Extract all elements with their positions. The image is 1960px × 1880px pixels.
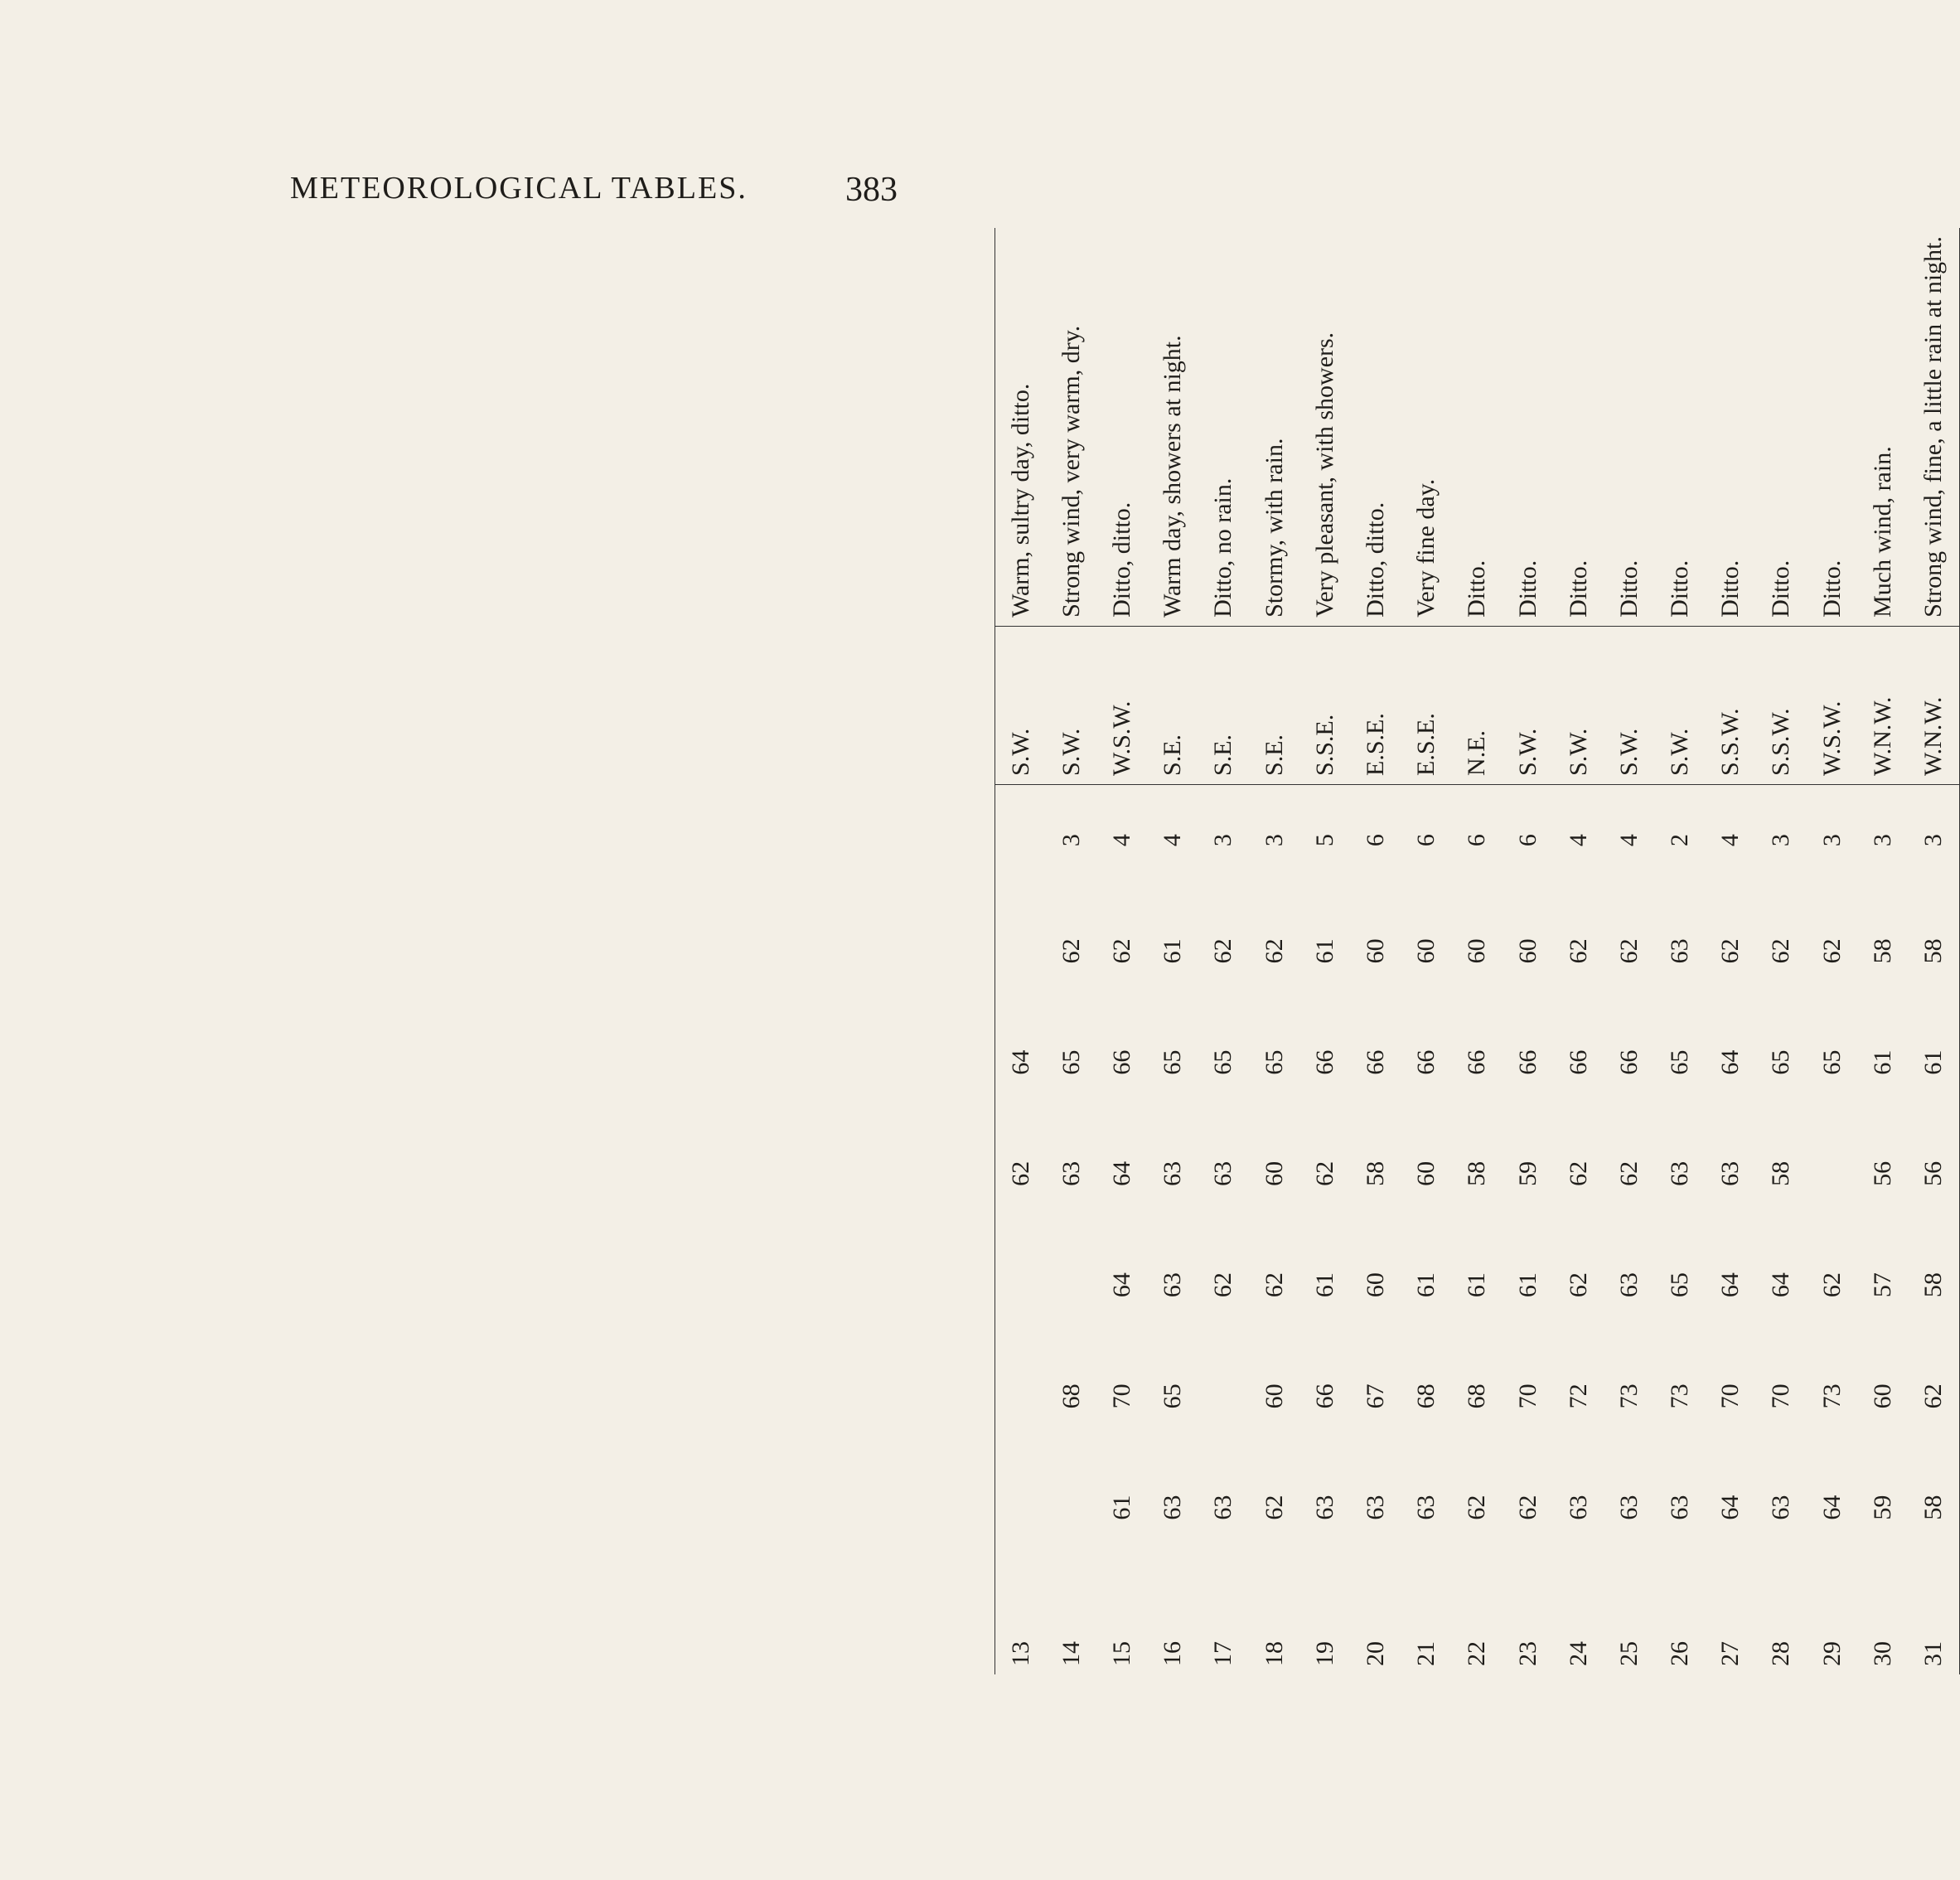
- reading-cell-6: 62: [1767, 938, 1795, 964]
- reading-cell-7: 4: [1716, 834, 1745, 847]
- reading-cell-3: 64: [1108, 1272, 1136, 1298]
- wind-cell: W.N.W.: [1908, 626, 1959, 784]
- reading-cell-3: 62: [1817, 1272, 1846, 1298]
- table-row: [1452, 228, 1503, 1674]
- reading-cell-4: 63: [1057, 1160, 1085, 1186]
- reading-cell-1: 58: [1908, 1452, 1959, 1563]
- reading-cell-7: 5: [1310, 834, 1338, 847]
- table-row: [1807, 228, 1857, 1674]
- wind-cell: W.S.W.: [1807, 626, 1857, 784]
- reading-cell-5: 65: [1260, 1049, 1288, 1075]
- reading-cell-4: 63: [1159, 1160, 1187, 1186]
- reading-cell-6: 62: [1614, 938, 1643, 964]
- reading-cell-2: 65: [1159, 1383, 1187, 1409]
- remarks-cell: Very pleasant, with showers.: [1299, 228, 1350, 626]
- reading-cell-7: [995, 784, 1047, 895]
- reading-cell-5: 65: [1159, 1049, 1187, 1075]
- reading-cell-3: [995, 1229, 1047, 1340]
- reading-cell-1: 62: [1260, 1495, 1288, 1520]
- day-cell: 15: [1108, 1641, 1136, 1666]
- day-cell: 25: [1614, 1641, 1643, 1666]
- table-row: [1046, 228, 1096, 1674]
- wind-cell: N.E.: [1452, 626, 1503, 784]
- reading-cell-3: 60: [1361, 1272, 1389, 1298]
- rotated-table-wrapper: [995, 228, 1960, 1674]
- wind-cell: S.W.: [1503, 626, 1553, 784]
- remarks-cell: Ditto.: [1706, 228, 1756, 626]
- table-row: [1553, 228, 1604, 1674]
- day-cell: 27: [1716, 1641, 1745, 1666]
- remarks-cell: Much wind, rain.: [1857, 228, 1908, 626]
- reading-cell-1: 63: [1412, 1495, 1440, 1520]
- reading-cell-2: 60: [1868, 1383, 1896, 1409]
- reading-cell-5: 65: [1817, 1049, 1846, 1075]
- reading-cell-3: 64: [1716, 1272, 1745, 1298]
- remarks-cell: Ditto, no rain.: [1198, 228, 1249, 626]
- day-cell: 19: [1310, 1641, 1338, 1666]
- reading-cell-3: 61: [1412, 1272, 1440, 1298]
- reading-cell-2: 73: [1817, 1383, 1846, 1409]
- table-row: [1857, 228, 1908, 1674]
- reading-cell-5: 66: [1361, 1049, 1389, 1075]
- reading-cell-1: 63: [1310, 1495, 1338, 1520]
- reading-cell-4: 56: [1908, 1118, 1959, 1229]
- reading-cell-2: 66: [1310, 1383, 1338, 1409]
- reading-cell-5: 61: [1908, 1007, 1959, 1118]
- table-row: [1249, 228, 1299, 1674]
- wind-cell: S.W.: [1604, 626, 1654, 784]
- reading-cell-4: 58: [1361, 1160, 1389, 1186]
- reading-cell-6: 62: [1057, 938, 1085, 964]
- reading-cell-3: 61: [1463, 1272, 1491, 1298]
- reading-cell-4: 58: [1463, 1160, 1491, 1186]
- table-row: [1401, 228, 1452, 1674]
- reading-cell-4: 62: [1614, 1160, 1643, 1186]
- reading-cell-3: 64: [1767, 1272, 1795, 1298]
- reading-cell-2: 60: [1260, 1383, 1288, 1409]
- remarks-cell: Ditto.: [1756, 228, 1807, 626]
- reading-cell-5: 61: [1868, 1049, 1896, 1075]
- reading-cell-3: 63: [1614, 1272, 1643, 1298]
- reading-cell-4: 64: [1108, 1160, 1136, 1186]
- reading-cell-1: 63: [1666, 1495, 1694, 1520]
- reading-cell-6: 58: [1868, 938, 1896, 964]
- reading-cell-4: 63: [1716, 1160, 1745, 1186]
- reading-cell-5: 66: [1310, 1049, 1338, 1075]
- wind-cell: S.S.E.: [1299, 626, 1350, 784]
- table-row: [1908, 228, 1959, 1674]
- reading-cell-3: 58: [1908, 1229, 1959, 1340]
- reading-cell-5: 65: [1057, 1049, 1085, 1075]
- reading-cell-5: 64: [995, 1007, 1047, 1118]
- table-row: [1350, 228, 1401, 1674]
- remarks-cell: Ditto.: [1604, 228, 1654, 626]
- reading-cell-5: 65: [1209, 1049, 1237, 1075]
- reading-cell-3: 62: [1209, 1272, 1237, 1298]
- reading-cell-6: [995, 895, 1047, 1006]
- reading-cell-1: 63: [1564, 1495, 1592, 1520]
- reading-cell-3: 65: [1666, 1272, 1694, 1298]
- remarks-cell: Stormy, with rain.: [1249, 228, 1299, 626]
- reading-cell-4: 58: [1767, 1160, 1795, 1186]
- reading-cell-2: 70: [1108, 1383, 1136, 1409]
- reading-cell-1: 62: [1463, 1495, 1491, 1520]
- reading-cell-6: 60: [1463, 938, 1491, 964]
- reading-cell-6: 61: [1310, 938, 1338, 964]
- reading-cell-2: 70: [1716, 1383, 1745, 1409]
- remarks-cell: Ditto, ditto.: [1350, 228, 1401, 626]
- wind-cell: E.S.E.: [1350, 626, 1401, 784]
- reading-cell-1: 63: [1614, 1495, 1643, 1520]
- reading-cell-3: [1046, 1229, 1096, 1340]
- reading-cell-7: 4: [1159, 834, 1187, 847]
- table-row: [995, 228, 1047, 1674]
- reading-cell-2: 73: [1666, 1383, 1694, 1409]
- reading-cell-4: 63: [1666, 1160, 1694, 1186]
- day-cell: 28: [1767, 1641, 1795, 1666]
- reading-cell-1: 63: [1159, 1495, 1187, 1520]
- day-cell: 22: [1463, 1641, 1491, 1666]
- reading-cell-5: 66: [1412, 1049, 1440, 1075]
- reading-cell-2: 73: [1614, 1383, 1643, 1409]
- reading-cell-2: 68: [1463, 1383, 1491, 1409]
- reading-cell-5: 66: [1614, 1049, 1643, 1075]
- table-row: [1503, 228, 1553, 1674]
- reading-cell-4: 60: [1412, 1160, 1440, 1186]
- remarks-cell: Ditto.: [1807, 228, 1857, 626]
- reading-cell-7: 3: [1057, 834, 1085, 847]
- reading-cell-3: 62: [1260, 1272, 1288, 1298]
- reading-cell-5: 64: [1716, 1049, 1745, 1075]
- reading-cell-7: 3: [1260, 834, 1288, 847]
- reading-cell-6: 62: [1209, 938, 1237, 964]
- reading-cell-6: 62: [1817, 938, 1846, 964]
- reading-cell-4: [1807, 1118, 1857, 1229]
- reading-cell-7: 6: [1412, 834, 1440, 847]
- table-row: [1299, 228, 1350, 1674]
- reading-cell-6: 62: [1564, 938, 1592, 964]
- day-cell: 16: [1159, 1641, 1187, 1666]
- wind-cell: S.E.: [1249, 626, 1299, 784]
- reading-cell-7: 3: [1817, 834, 1846, 847]
- reading-cell-6: 58: [1908, 895, 1959, 1006]
- reading-cell-6: 60: [1412, 938, 1440, 964]
- reading-cell-1: [995, 1452, 1047, 1563]
- table-row: [1198, 228, 1249, 1674]
- wind-cell: S.W.: [995, 626, 1047, 784]
- reading-cell-7: 4: [1614, 834, 1643, 847]
- reading-cell-3: 62: [1564, 1272, 1592, 1298]
- reading-cell-7: 3: [1209, 834, 1237, 847]
- reading-cell-2: 72: [1564, 1383, 1592, 1409]
- reading-cell-7: 6: [1361, 834, 1389, 847]
- reading-cell-1: 64: [1716, 1495, 1745, 1520]
- wind-cell: S.W.: [1655, 626, 1706, 784]
- page-number: 383: [845, 171, 898, 209]
- reading-cell-1: 62: [1513, 1495, 1541, 1520]
- day-cell: 13: [995, 1563, 1047, 1674]
- meteorological-table: [995, 228, 1960, 1674]
- reading-cell-6: 60: [1361, 938, 1389, 964]
- reading-cell-2: 67: [1361, 1383, 1389, 1409]
- day-cell: 18: [1260, 1641, 1288, 1666]
- reading-cell-7: 4: [1564, 834, 1592, 847]
- table-row: [1756, 228, 1807, 1674]
- remarks-cell: Strong wind, very warm, dry.: [1046, 228, 1096, 626]
- reading-cell-4: 62: [1310, 1160, 1338, 1186]
- table-row: [1706, 228, 1756, 1674]
- reading-cell-7: 6: [1513, 834, 1541, 847]
- reading-cell-6: 62: [1108, 938, 1136, 964]
- reading-cell-7: 3: [1868, 834, 1896, 847]
- wind-cell: W.S.W.: [1096, 626, 1147, 784]
- day-cell: 14: [1057, 1641, 1085, 1666]
- reading-cell-2: 68: [1057, 1383, 1085, 1409]
- reading-cell-4: 60: [1260, 1160, 1288, 1186]
- reading-cell-1: [1046, 1452, 1096, 1563]
- day-cell: 24: [1564, 1641, 1592, 1666]
- reading-cell-5: 65: [1666, 1049, 1694, 1075]
- table-row: [1604, 228, 1654, 1674]
- reading-cell-2: 62: [1908, 1340, 1959, 1451]
- reading-cell-1: 63: [1767, 1495, 1795, 1520]
- reading-cell-6: 60: [1513, 938, 1541, 964]
- reading-cell-6: 62: [1260, 938, 1288, 964]
- table-row: [1655, 228, 1706, 1674]
- reading-cell-1: 59: [1868, 1495, 1896, 1520]
- reading-cell-5: 66: [1564, 1049, 1592, 1075]
- reading-cell-1: 63: [1361, 1495, 1389, 1520]
- reading-cell-2: 70: [1767, 1383, 1795, 1409]
- wind-cell: S.W.: [1046, 626, 1096, 784]
- day-cell: 30: [1868, 1641, 1896, 1666]
- day-cell: 20: [1361, 1641, 1389, 1666]
- reading-cell-1: 63: [1209, 1495, 1237, 1520]
- reading-cell-7: 2: [1666, 834, 1694, 847]
- day-cell: 31: [1908, 1563, 1959, 1674]
- table-row: [1148, 228, 1198, 1674]
- reading-cell-4: 59: [1513, 1160, 1541, 1186]
- reading-cell-6: 62: [1716, 938, 1745, 964]
- reading-cell-7: 4: [1108, 834, 1136, 847]
- reading-cell-3: 61: [1310, 1272, 1338, 1298]
- reading-cell-7: 3: [1908, 784, 1959, 895]
- reading-cell-7: 3: [1767, 834, 1795, 847]
- reading-cell-2: 70: [1513, 1383, 1541, 1409]
- remarks-cell: Ditto, ditto.: [1096, 228, 1147, 626]
- day-cell: 26: [1666, 1641, 1694, 1666]
- reading-cell-2: [995, 1340, 1047, 1451]
- reading-cell-3: 63: [1159, 1272, 1187, 1298]
- reading-cell-2: [1198, 1340, 1249, 1451]
- remarks-cell: Warm day, showers at night.: [1148, 228, 1198, 626]
- remarks-cell: Ditto.: [1655, 228, 1706, 626]
- day-cell: 21: [1412, 1641, 1440, 1666]
- reading-cell-4: 62: [1564, 1160, 1592, 1186]
- reading-cell-3: 57: [1868, 1272, 1896, 1298]
- remarks-cell: Ditto.: [1553, 228, 1604, 626]
- reading-cell-6: 61: [1159, 938, 1187, 964]
- day-cell: 17: [1209, 1641, 1237, 1666]
- reading-cell-5: 65: [1767, 1049, 1795, 1075]
- wind-cell: E.S.E.: [1401, 626, 1452, 784]
- remarks-cell: Very fine day.: [1401, 228, 1452, 626]
- running-title: METEOROLOGICAL TABLES.: [290, 171, 748, 206]
- reading-cell-4: 62: [995, 1118, 1047, 1229]
- reading-cell-2: 68: [1412, 1383, 1440, 1409]
- wind-cell: S.E.: [1148, 626, 1198, 784]
- reading-cell-5: 66: [1463, 1049, 1491, 1075]
- wind-cell: S.S.W.: [1756, 626, 1807, 784]
- remarks-cell: Ditto.: [1452, 228, 1503, 626]
- table-row: [1096, 228, 1147, 1674]
- reading-cell-5: 66: [1108, 1049, 1136, 1075]
- remarks-cell: Ditto.: [1503, 228, 1553, 626]
- reading-cell-1: 61: [1108, 1495, 1136, 1520]
- reading-cell-4: 56: [1868, 1160, 1896, 1186]
- wind-cell: W.N.W.: [1857, 626, 1908, 784]
- reading-cell-3: 61: [1513, 1272, 1541, 1298]
- reading-cell-6: 63: [1666, 938, 1694, 964]
- wind-cell: S.S.W.: [1706, 626, 1756, 784]
- reading-cell-7: 6: [1463, 834, 1491, 847]
- day-cell: 29: [1817, 1641, 1846, 1666]
- reading-cell-4: 63: [1209, 1160, 1237, 1186]
- remarks-cell: Strong wind, fine, a little rain at night.: [1908, 228, 1959, 626]
- reading-cell-1: 64: [1817, 1495, 1846, 1520]
- day-cell: 23: [1513, 1641, 1541, 1666]
- wind-cell: S.W.: [1553, 626, 1604, 784]
- reading-cell-5: 66: [1513, 1049, 1541, 1075]
- remarks-cell: Warm, sultry day, ditto.: [995, 228, 1047, 626]
- wind-cell: S.E.: [1198, 626, 1249, 784]
